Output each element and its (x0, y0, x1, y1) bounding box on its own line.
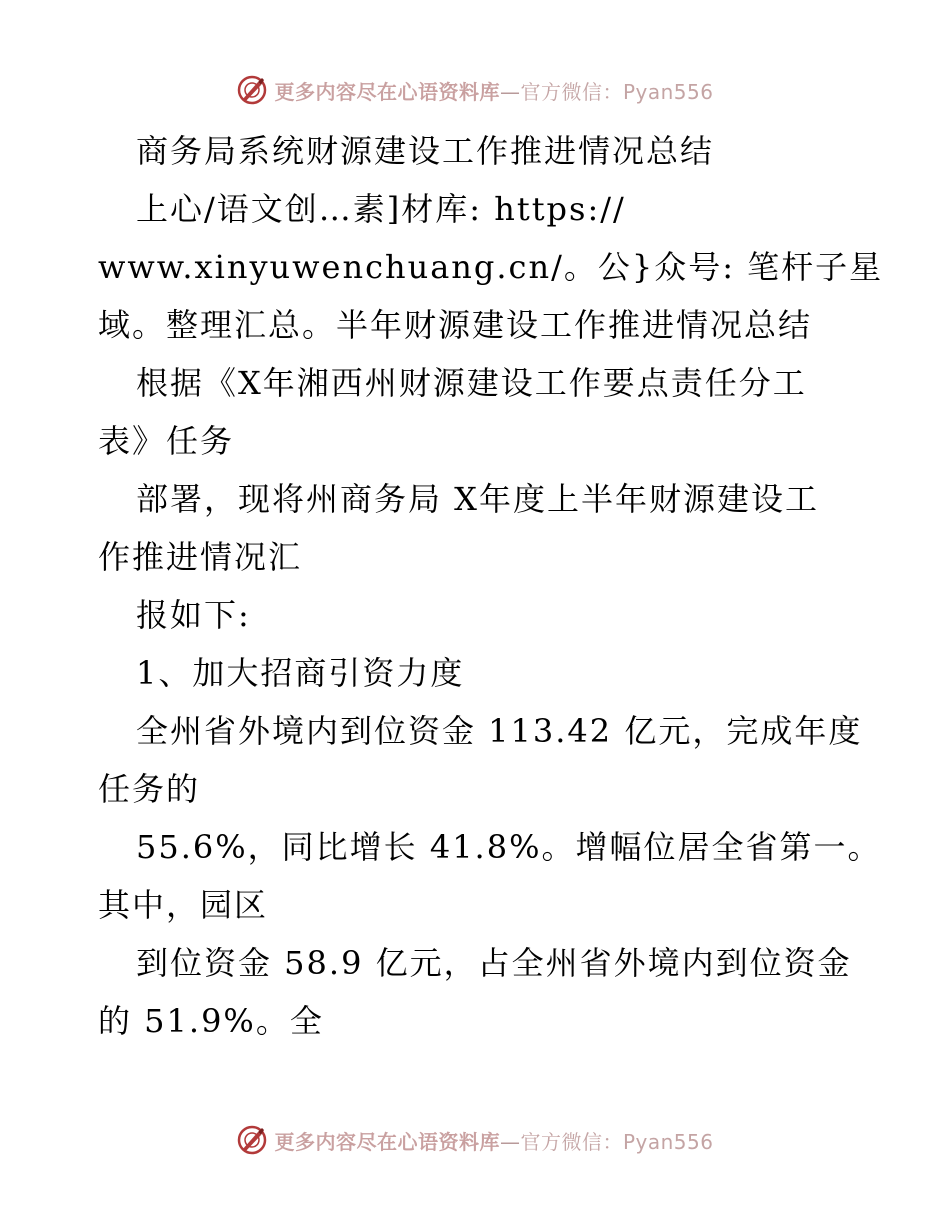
text-line: 全州省外境内到位资金 113.42 亿元，完成年度 (136, 712, 863, 750)
text-line: 根据《X年湘西州财源建设工作要点责任分工 (136, 364, 807, 402)
text-line: 作推进情况汇 (98, 538, 303, 576)
watermark-group (236, 74, 713, 106)
text-line: 55.6%，同比增长 41.8%。增幅位居全省第一。 (136, 828, 882, 866)
text-line: 任务的 (98, 770, 201, 808)
text-line: www.xinyuwenchuang.cn/。公}众号: 笔杆子星 (98, 248, 884, 286)
text-line: 商务局系统财源建设工作推进情况总结 (136, 132, 715, 170)
text-line: 部署，现将州商务局 X年度上半年财源建设工 (136, 480, 819, 518)
text-line: 1、加大招商引资力度 (136, 654, 465, 692)
header-watermark (0, 70, 950, 110)
watermark-text: 更多内容尽在心语资料库—官方微信：Pyan556 (274, 79, 714, 104)
text-line: 的 51.9%。全 (98, 1002, 324, 1040)
text-line: 表》任务 (98, 422, 235, 460)
text-line: 上心/语文创…素]材库: https:// (136, 190, 626, 228)
text-line: 其中，园区 (98, 886, 269, 924)
footer-watermark (0, 1120, 950, 1160)
pen-logo-icon (236, 74, 268, 106)
document-body (98, 122, 884, 1050)
watermark-group (236, 1124, 713, 1156)
pen-logo-icon (236, 1124, 268, 1156)
watermark-text: 更多内容尽在心语资料库—官方微信：Pyan556 (274, 1129, 714, 1154)
text-line: 域。整理汇总。半年财源建设工作推进情况总结 (98, 306, 813, 344)
text-line: 报如下: (136, 596, 251, 634)
text-line: 到位资金 58.9 亿元，占全州省外境内到位资金 (136, 944, 852, 982)
